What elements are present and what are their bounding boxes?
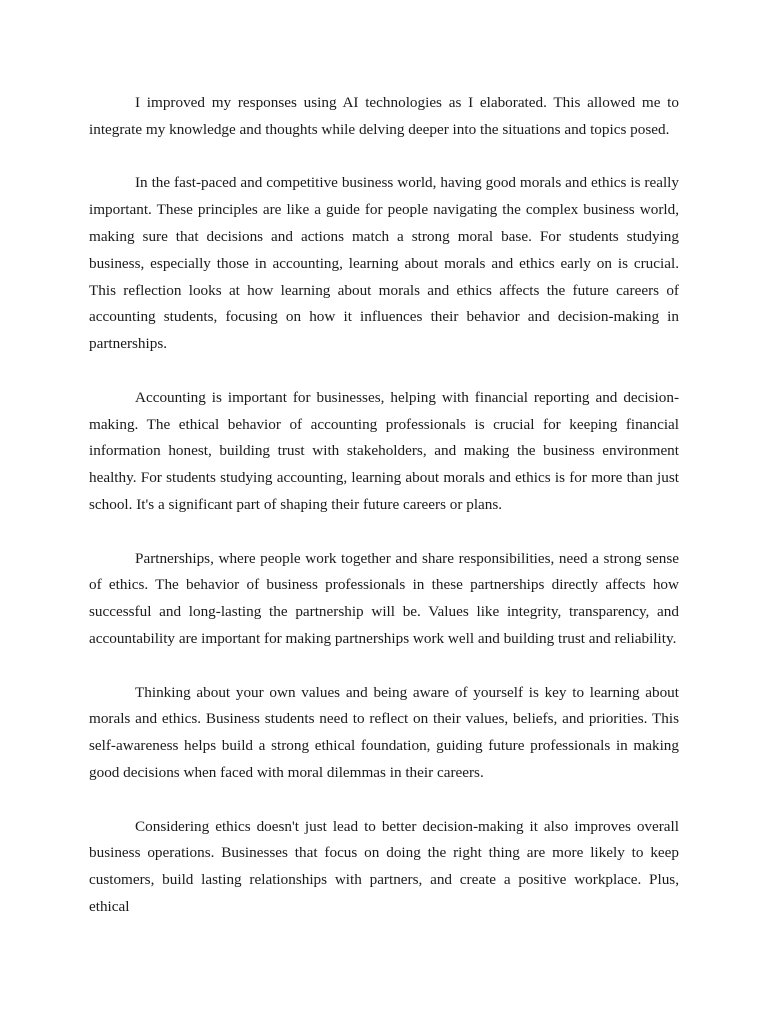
paragraph-ethics-operations: Considering ethics doesn't just lead to better decision-making it also improves overall business operations. Businesses that focus on doing the right thing are more likely to keep customers, build lasting relationships with partners, and create a positive workplace. Plus, ethical: [89, 817, 679, 915]
paragraph-self-awareness: Thinking about your own values and being aware of yourself is key to learning about morals and ethics. Business students need to reflect on their values, beliefs, and priorities. This self-awareness helps build a strong ethical foundation, guiding future professionals in making good decisions when faced with moral dilemmas in their careers.: [89, 683, 679, 781]
paragraph-accounting-importance: Accounting is important for businesses, helping with financial reporting and decision-making. The ethical behavior of accounting professionals is crucial for keeping financial information honest, building trust with stakeholders, and making the business environment healthy. For students studying accounting, learning about morals and ethics is for more than just school. It's a significant part of shaping their future careers or plans.: [89, 388, 679, 513]
paragraph-ai-usage: I improved my responses using AI technologies as I elaborated. This allowed me to integrate my knowledge and thoughts while delving deeper into the situations and topics posed.: [89, 94, 679, 138]
paragraph-business-ethics-intro: In the fast-paced and competitive business world, having good morals and ethics is really important. These principles are like a guide for people navigating the complex business world, making sure that decisions and actions match a strong moral base. For students studying business, especially those in accounting, learning about morals and ethics early on is crucial. This reflection looks at how learning about morals and ethics affects the future careers of accounting students, focusing on how it influences their behavior and decision-making in partnerships.: [89, 174, 679, 353]
document-page: [89, 90, 679, 948]
paragraph-partnerships: Partnerships, where people work together and share responsibilities, need a strong sense of ethics. The behavior of business professionals in these partnerships directly affects how successful and long-lasting the partnership will be. Values like integrity, transparency, and accountability are important for making partnerships work well and building trust and reliability.: [89, 549, 679, 647]
